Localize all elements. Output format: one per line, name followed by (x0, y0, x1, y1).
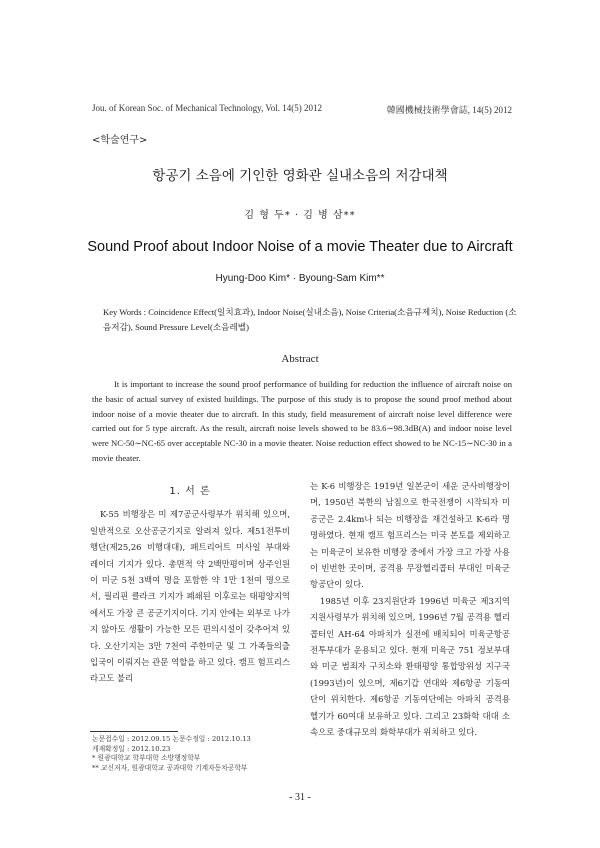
abstract-text: It is important to increase the sound proof performance of building for reduction the influence of aircraft noise on the basic of actual survey of existed buildings. The purpose of this study is to propose the sound proof method about indoor noise of a movie theater due to aircraft. In this study, field measurement of aircraft noise level difference were carried out for 5 type aircraft. As the result, aircraft noise levels showed to be 83.6∼98.3dB(A) and indoor noise level were NC-50∼NC-65 over acceptable NC-30 in a movie theater. Noise reduction effect showed to be NC-15∼NC-30 in a movie theater. (92, 379, 512, 463)
footnote-author2: ** 교신저자, 원광대학교 공과대학 기계자동차공학부 (92, 763, 248, 772)
footnote-divider (90, 731, 178, 732)
footnote-accepted: 게재확정일 : 2012.10.23 (92, 744, 171, 753)
footnote-dates: 논문접수일 : 2012.09.15 논문수정일 : 2012.10.13 (92, 735, 251, 743)
footnotes (92, 735, 312, 773)
right-column (310, 478, 510, 741)
journal-header-left: Jou. of Korean Soc. of Mechanical Technology, Vol. 14(5) 2012 (92, 103, 322, 113)
footnote-author1: * 원광대학교 학부대학 소방행정학부 (92, 754, 201, 763)
english-authors: Hyung-Doo Kim* · Byoung-Sam Kim** (215, 273, 385, 284)
section-title: 1. 서 론 (169, 486, 211, 497)
keywords-text: Coincidence Effect(일치효과), Indoor Noise(실내소음), Noise Criteria(소음규제치), Noise Reduction (소음저감), Sound Pressure Level(소음레벨) (103, 307, 517, 332)
korean-authors: 김 형 두* · 김 병 삼** (244, 210, 356, 221)
body-paragraph: 는 K-6 비행장은 1919년 일본군이 세운 군사비행장이며, 1950년 북한의 남침으로 한국전쟁이 시작되자 미공군은 2.4km나 되는 비행장을 재건설하고 K-6라 명명하였다. 현재 캠프 험프리스는 미국 본토를 제외하고는 미육군이 보유한 비행장 중에서 가장 크고 가장 사용이 빈번한 곳이며, 공격용 무장헬리콥터 부대인 미육군 항공단이 있다. (310, 481, 510, 590)
page-number: - 31 - (289, 792, 311, 803)
journal-header-right: 韓國機械技術學會誌, 14(5) 2012 (386, 105, 512, 115)
abstract-title: Abstract (281, 353, 319, 365)
korean-title: 항공기 소음에 기인한 영화관 실내소음의 저감대책 (152, 168, 448, 184)
body-paragraph: K-55 비행장은 미 제7공군사령부가 위치해 있으며, 일반적으로 오산공군기지로 알려져 있다. 제51전투비행단(제25,26 비행대대), 패트리어트 미사일 부대와 레이더 기지가 있다. 총면적 약 2백만평이며 상주인원이 미군 5천 3백여 명을 포함한 약 1만 1천여 명으로서, 필리핀 클라크 기지가 폐쇄된 이후로는 태평양지역에서도 가장 큰 공군기지이다. 기지 안에는 외부로 나가지 않아도 생활이 가능한 모든 편의시설이 갖추어져 있다. 오산기지는 3만 7천여 주한미군 및 그 가족들의출입국이 이뤄지는 관문 역할을 하고 있다. 캠프 험프리스라고도 불리 (90, 509, 290, 684)
keywords-block (103, 305, 523, 335)
keywords-label: Key Words : (103, 307, 149, 317)
left-column (90, 480, 290, 687)
article-category: <학술연구> (92, 135, 148, 146)
body-paragraph: 1985년 이후 23지원단과 1996년 미육군 제3지역지원사령부가 위치해 있으며, 1996년 7월 공격용 헬리콥터인 AH-64 아파치가 실전에 배치되어 미육군항공전투부대가 운용되고 있다. 현재 미육군 751 정보부대와 미군 범죄자 구치소와 환태평양 통합망위성 지구국(1993년)이 있으며, 제6기갑 연대와 제6항공 기동여단이 위치한다. 제6항공 기동여단에는 아파치 공격용 헬기가 60여대 보유하고 있다. 그리고 23화학 대대 소속으로 중대규모의 화학부대가 위치하고 있다. (310, 595, 510, 738)
english-title: Sound Proof about Indoor Noise of a movie Theater due to Aircraft (87, 239, 513, 255)
